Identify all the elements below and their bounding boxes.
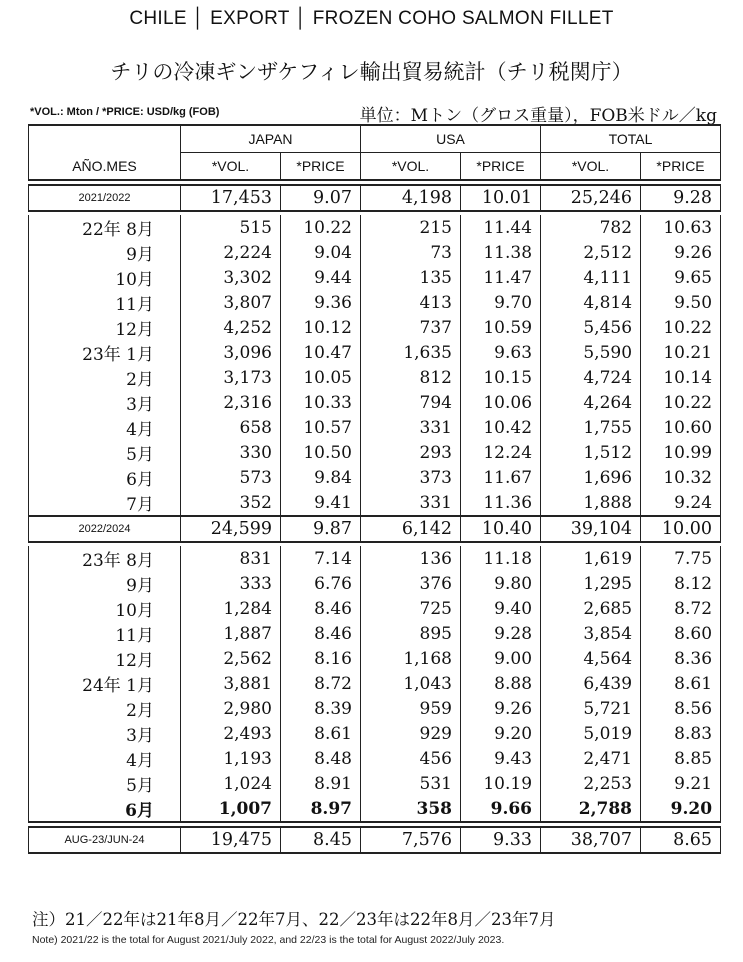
summary-usa-price: 10.40 [461,516,541,542]
table-row [29,240,721,265]
total-price-cell: 9.21 [641,771,721,796]
japan-vol-cell: 573 [181,465,281,490]
japan-price-cell: 8.61 [281,721,361,746]
footnote-en: Note) 2021/22 is the total for August 2021/July 2022, and 22/23 is the total for August 2022/July 2023. [32,934,505,946]
total-price-cell: 8.72 [641,596,721,621]
summary-japan-price: 8.45 [281,827,361,853]
summary-total-price: 10.00 [641,516,721,542]
usa-price-cell: 9.26 [461,696,541,721]
japan-price-cell: 8.46 [281,596,361,621]
total-price-cell: 9.24 [641,490,721,516]
japan-price-cell: 9.44 [281,265,361,290]
summary-usa-price: 9.33 [461,827,541,853]
usa-price-cell: 10.15 [461,365,541,390]
table-row [29,746,721,771]
col-header-japan-vol: *VOL. [181,153,281,181]
table-row [29,365,721,390]
month-cell: 4月 [29,746,181,771]
japan-price-cell: 9.36 [281,290,361,315]
month-cell: 7月 [29,490,181,516]
total-vol-cell: 4,724 [541,365,641,390]
usa-vol-cell: 413 [361,290,461,315]
table-row [29,721,721,746]
summary-total-vol: 39,104 [541,516,641,542]
total-vol-cell: 5,019 [541,721,641,746]
summary-japan-vol: 19,475 [181,827,281,853]
units-note-jp: 単位：Mトン（グロス重量），FOB米ドル／kg [359,106,717,126]
total-vol-cell: 6,439 [541,671,641,696]
japan-vol-cell: 352 [181,490,281,516]
usa-price-cell: 9.43 [461,746,541,771]
japan-vol-cell: 1,284 [181,596,281,621]
total-price-cell: 8.83 [641,721,721,746]
usa-price-cell: 10.19 [461,771,541,796]
usa-price-cell: 9.00 [461,646,541,671]
summary-label: 2022/2024 [29,516,181,542]
summary-usa-price: 10.01 [461,185,541,211]
group-header-usa: USA [361,125,541,153]
total-vol-cell: 1,512 [541,440,641,465]
total-vol-cell: 2,512 [541,240,641,265]
japan-price-cell: 9.41 [281,490,361,516]
total-price-cell: 10.60 [641,415,721,440]
japan-vol-cell: 3,096 [181,340,281,365]
usa-price-cell: 9.20 [461,721,541,746]
total-vol-cell: 2,685 [541,596,641,621]
table-row [29,596,721,621]
table-row [29,490,721,516]
month-cell: 23年 1月 [29,340,181,365]
usa-price-cell: 9.40 [461,596,541,621]
summary-usa-vol: 4,198 [361,185,461,211]
usa-vol-cell: 959 [361,696,461,721]
japan-price-cell: 10.47 [281,340,361,365]
usa-price-cell: 10.59 [461,315,541,340]
month-cell: 12月 [29,315,181,340]
japan-price-cell: 10.22 [281,215,361,240]
table-row [29,265,721,290]
usa-vol-cell: 456 [361,746,461,771]
japan-vol-cell: 3,807 [181,290,281,315]
usa-price-cell: 11.67 [461,465,541,490]
month-cell: 24年 1月 [29,671,181,696]
usa-price-cell: 9.66 [461,796,541,822]
japan-price-cell: 10.05 [281,365,361,390]
col-header-japan-price: *PRICE [281,153,361,181]
month-cell: 12月 [29,646,181,671]
total-price-cell: 7.75 [641,546,721,571]
table-row [29,465,721,490]
units-note-en: *VOL.: Mton / *PRICE: USD/kg (FOB) [30,106,220,118]
japan-vol-cell: 330 [181,440,281,465]
usa-price-cell: 11.18 [461,546,541,571]
total-price-cell: 8.56 [641,696,721,721]
usa-vol-cell: 812 [361,365,461,390]
usa-vol-cell: 531 [361,771,461,796]
japan-vol-cell: 3,881 [181,671,281,696]
japan-vol-cell: 333 [181,571,281,596]
month-cell: 11月 [29,621,181,646]
japan-vol-cell: 2,980 [181,696,281,721]
usa-vol-cell: 1,635 [361,340,461,365]
japan-price-cell: 9.04 [281,240,361,265]
usa-vol-cell: 331 [361,490,461,516]
usa-price-cell: 10.42 [461,415,541,440]
japan-price-cell: 10.50 [281,440,361,465]
export-statistics-table [28,124,721,854]
table-row [29,796,721,822]
summary-usa-vol: 6,142 [361,516,461,542]
total-price-cell: 9.50 [641,290,721,315]
table-row [29,290,721,315]
month-cell: 11月 [29,290,181,315]
japan-vol-cell: 2,493 [181,721,281,746]
usa-price-cell: 9.80 [461,571,541,596]
total-price-cell: 10.21 [641,340,721,365]
month-cell: 6月 [29,796,181,822]
usa-vol-cell: 376 [361,571,461,596]
japan-price-cell: 8.16 [281,646,361,671]
total-price-cell: 10.14 [641,365,721,390]
total-vol-cell: 3,854 [541,621,641,646]
usa-price-cell: 12.24 [461,440,541,465]
table-row [29,440,721,465]
group-header-total: TOTAL [541,125,721,153]
month-cell: 9月 [29,571,181,596]
total-vol-cell: 5,590 [541,340,641,365]
total-price-cell: 10.99 [641,440,721,465]
table-row [29,771,721,796]
usa-vol-cell: 1,168 [361,646,461,671]
japan-vol-cell: 515 [181,215,281,240]
footnote-jp: 注）21／22年は21年8月／22年7月、22／23年は22年8月／23年7月 [32,910,556,929]
japan-price-cell: 8.48 [281,746,361,771]
japan-vol-cell: 1,887 [181,621,281,646]
table-row [29,571,721,596]
month-cell: 10月 [29,596,181,621]
col-header-total-vol: *VOL. [541,153,641,181]
usa-vol-cell: 373 [361,465,461,490]
row-label-header: AÑO.MES [29,153,181,181]
table-row [29,315,721,340]
month-cell: 4月 [29,415,181,440]
usa-price-cell: 11.38 [461,240,541,265]
total-vol-cell: 4,564 [541,646,641,671]
japan-price-cell: 8.91 [281,771,361,796]
japan-vol-cell: 2,224 [181,240,281,265]
summary-japan-price: 9.07 [281,185,361,211]
total-vol-cell: 2,788 [541,796,641,822]
usa-price-cell: 11.36 [461,490,541,516]
total-vol-cell: 1,696 [541,465,641,490]
month-cell: 9月 [29,240,181,265]
japan-price-cell: 9.84 [281,465,361,490]
japan-price-cell: 10.33 [281,390,361,415]
japan-price-cell: 10.12 [281,315,361,340]
table-row [29,390,721,415]
japan-vol-cell: 831 [181,546,281,571]
usa-vol-cell: 725 [361,596,461,621]
usa-vol-cell: 136 [361,546,461,571]
japan-price-cell: 8.39 [281,696,361,721]
usa-price-cell: 10.06 [461,390,541,415]
total-vol-cell: 2,253 [541,771,641,796]
total-vol-cell: 5,721 [541,696,641,721]
summary-total-price: 8.65 [641,827,721,853]
page-title: CHILE │ EXPORT │ FROZEN COHO SALMON FILLET [129,8,614,29]
usa-vol-cell: 215 [361,215,461,240]
summary-label: AUG-23/JUN-24 [29,827,181,853]
total-vol-cell: 1,295 [541,571,641,596]
table-row [29,696,721,721]
total-vol-cell: 4,111 [541,265,641,290]
japan-vol-cell: 2,562 [181,646,281,671]
japan-price-cell: 8.97 [281,796,361,822]
summary-japan-price: 9.87 [281,516,361,542]
japan-price-cell: 10.57 [281,415,361,440]
summary-row [29,827,721,853]
total-price-cell: 8.36 [641,646,721,671]
month-cell: 6月 [29,465,181,490]
total-vol-cell: 1,888 [541,490,641,516]
usa-price-cell: 9.28 [461,621,541,646]
total-price-cell: 10.22 [641,315,721,340]
usa-vol-cell: 358 [361,796,461,822]
usa-vol-cell: 73 [361,240,461,265]
usa-price-cell: 8.88 [461,671,541,696]
usa-price-cell: 11.44 [461,215,541,240]
month-cell: 5月 [29,771,181,796]
table-row [29,215,721,240]
month-cell: 3月 [29,721,181,746]
japan-price-cell: 7.14 [281,546,361,571]
month-cell: 5月 [29,440,181,465]
usa-vol-cell: 331 [361,415,461,440]
japan-price-cell: 8.46 [281,621,361,646]
summary-total-vol: 25,246 [541,185,641,211]
total-vol-cell: 4,814 [541,290,641,315]
total-price-cell: 10.22 [641,390,721,415]
corner-cell [29,125,181,153]
group-header-japan: JAPAN [181,125,361,153]
summary-row [29,185,721,211]
usa-price-cell: 9.70 [461,290,541,315]
summary-label: 2021/2022 [29,185,181,211]
total-price-cell: 9.26 [641,240,721,265]
usa-vol-cell: 737 [361,315,461,340]
col-header-usa-price: *PRICE [461,153,541,181]
japan-vol-cell: 658 [181,415,281,440]
month-cell: 2月 [29,365,181,390]
summary-japan-vol: 24,599 [181,516,281,542]
month-cell: 2月 [29,696,181,721]
total-vol-cell: 5,456 [541,315,641,340]
usa-vol-cell: 1,043 [361,671,461,696]
total-price-cell: 8.12 [641,571,721,596]
total-price-cell: 9.65 [641,265,721,290]
month-cell: 22年 8月 [29,215,181,240]
table-row [29,415,721,440]
total-price-cell: 8.61 [641,671,721,696]
usa-vol-cell: 794 [361,390,461,415]
usa-price-cell: 11.47 [461,265,541,290]
total-price-cell: 8.85 [641,746,721,771]
japan-vol-cell: 2,316 [181,390,281,415]
usa-vol-cell: 929 [361,721,461,746]
japan-vol-cell: 1,007 [181,796,281,822]
japan-vol-cell: 1,193 [181,746,281,771]
month-cell: 23年 8月 [29,546,181,571]
table-row [29,621,721,646]
usa-vol-cell: 293 [361,440,461,465]
total-vol-cell: 4,264 [541,390,641,415]
japan-vol-cell: 1,024 [181,771,281,796]
table-row [29,671,721,696]
japan-vol-cell: 3,173 [181,365,281,390]
summary-row [29,516,721,542]
japan-vol-cell: 3,302 [181,265,281,290]
total-price-cell: 8.60 [641,621,721,646]
page-subtitle: チリの冷凍ギンザケフィレ輸出貿易統計（チリ税関庁） [110,60,633,84]
table-row [29,340,721,365]
summary-japan-vol: 17,453 [181,185,281,211]
total-price-cell: 10.32 [641,465,721,490]
total-price-cell: 9.20 [641,796,721,822]
japan-vol-cell: 4,252 [181,315,281,340]
table-row [29,546,721,571]
japan-price-cell: 6.76 [281,571,361,596]
usa-price-cell: 9.63 [461,340,541,365]
table-row [29,646,721,671]
total-price-cell: 10.63 [641,215,721,240]
total-vol-cell: 1,755 [541,415,641,440]
total-vol-cell: 782 [541,215,641,240]
japan-price-cell: 8.72 [281,671,361,696]
summary-total-vol: 38,707 [541,827,641,853]
total-vol-cell: 1,619 [541,546,641,571]
month-cell: 10月 [29,265,181,290]
col-header-total-price: *PRICE [641,153,721,181]
usa-vol-cell: 895 [361,621,461,646]
summary-usa-vol: 7,576 [361,827,461,853]
total-vol-cell: 2,471 [541,746,641,771]
summary-total-price: 9.28 [641,185,721,211]
usa-vol-cell: 135 [361,265,461,290]
month-cell: 3月 [29,390,181,415]
col-header-usa-vol: *VOL. [361,153,461,181]
